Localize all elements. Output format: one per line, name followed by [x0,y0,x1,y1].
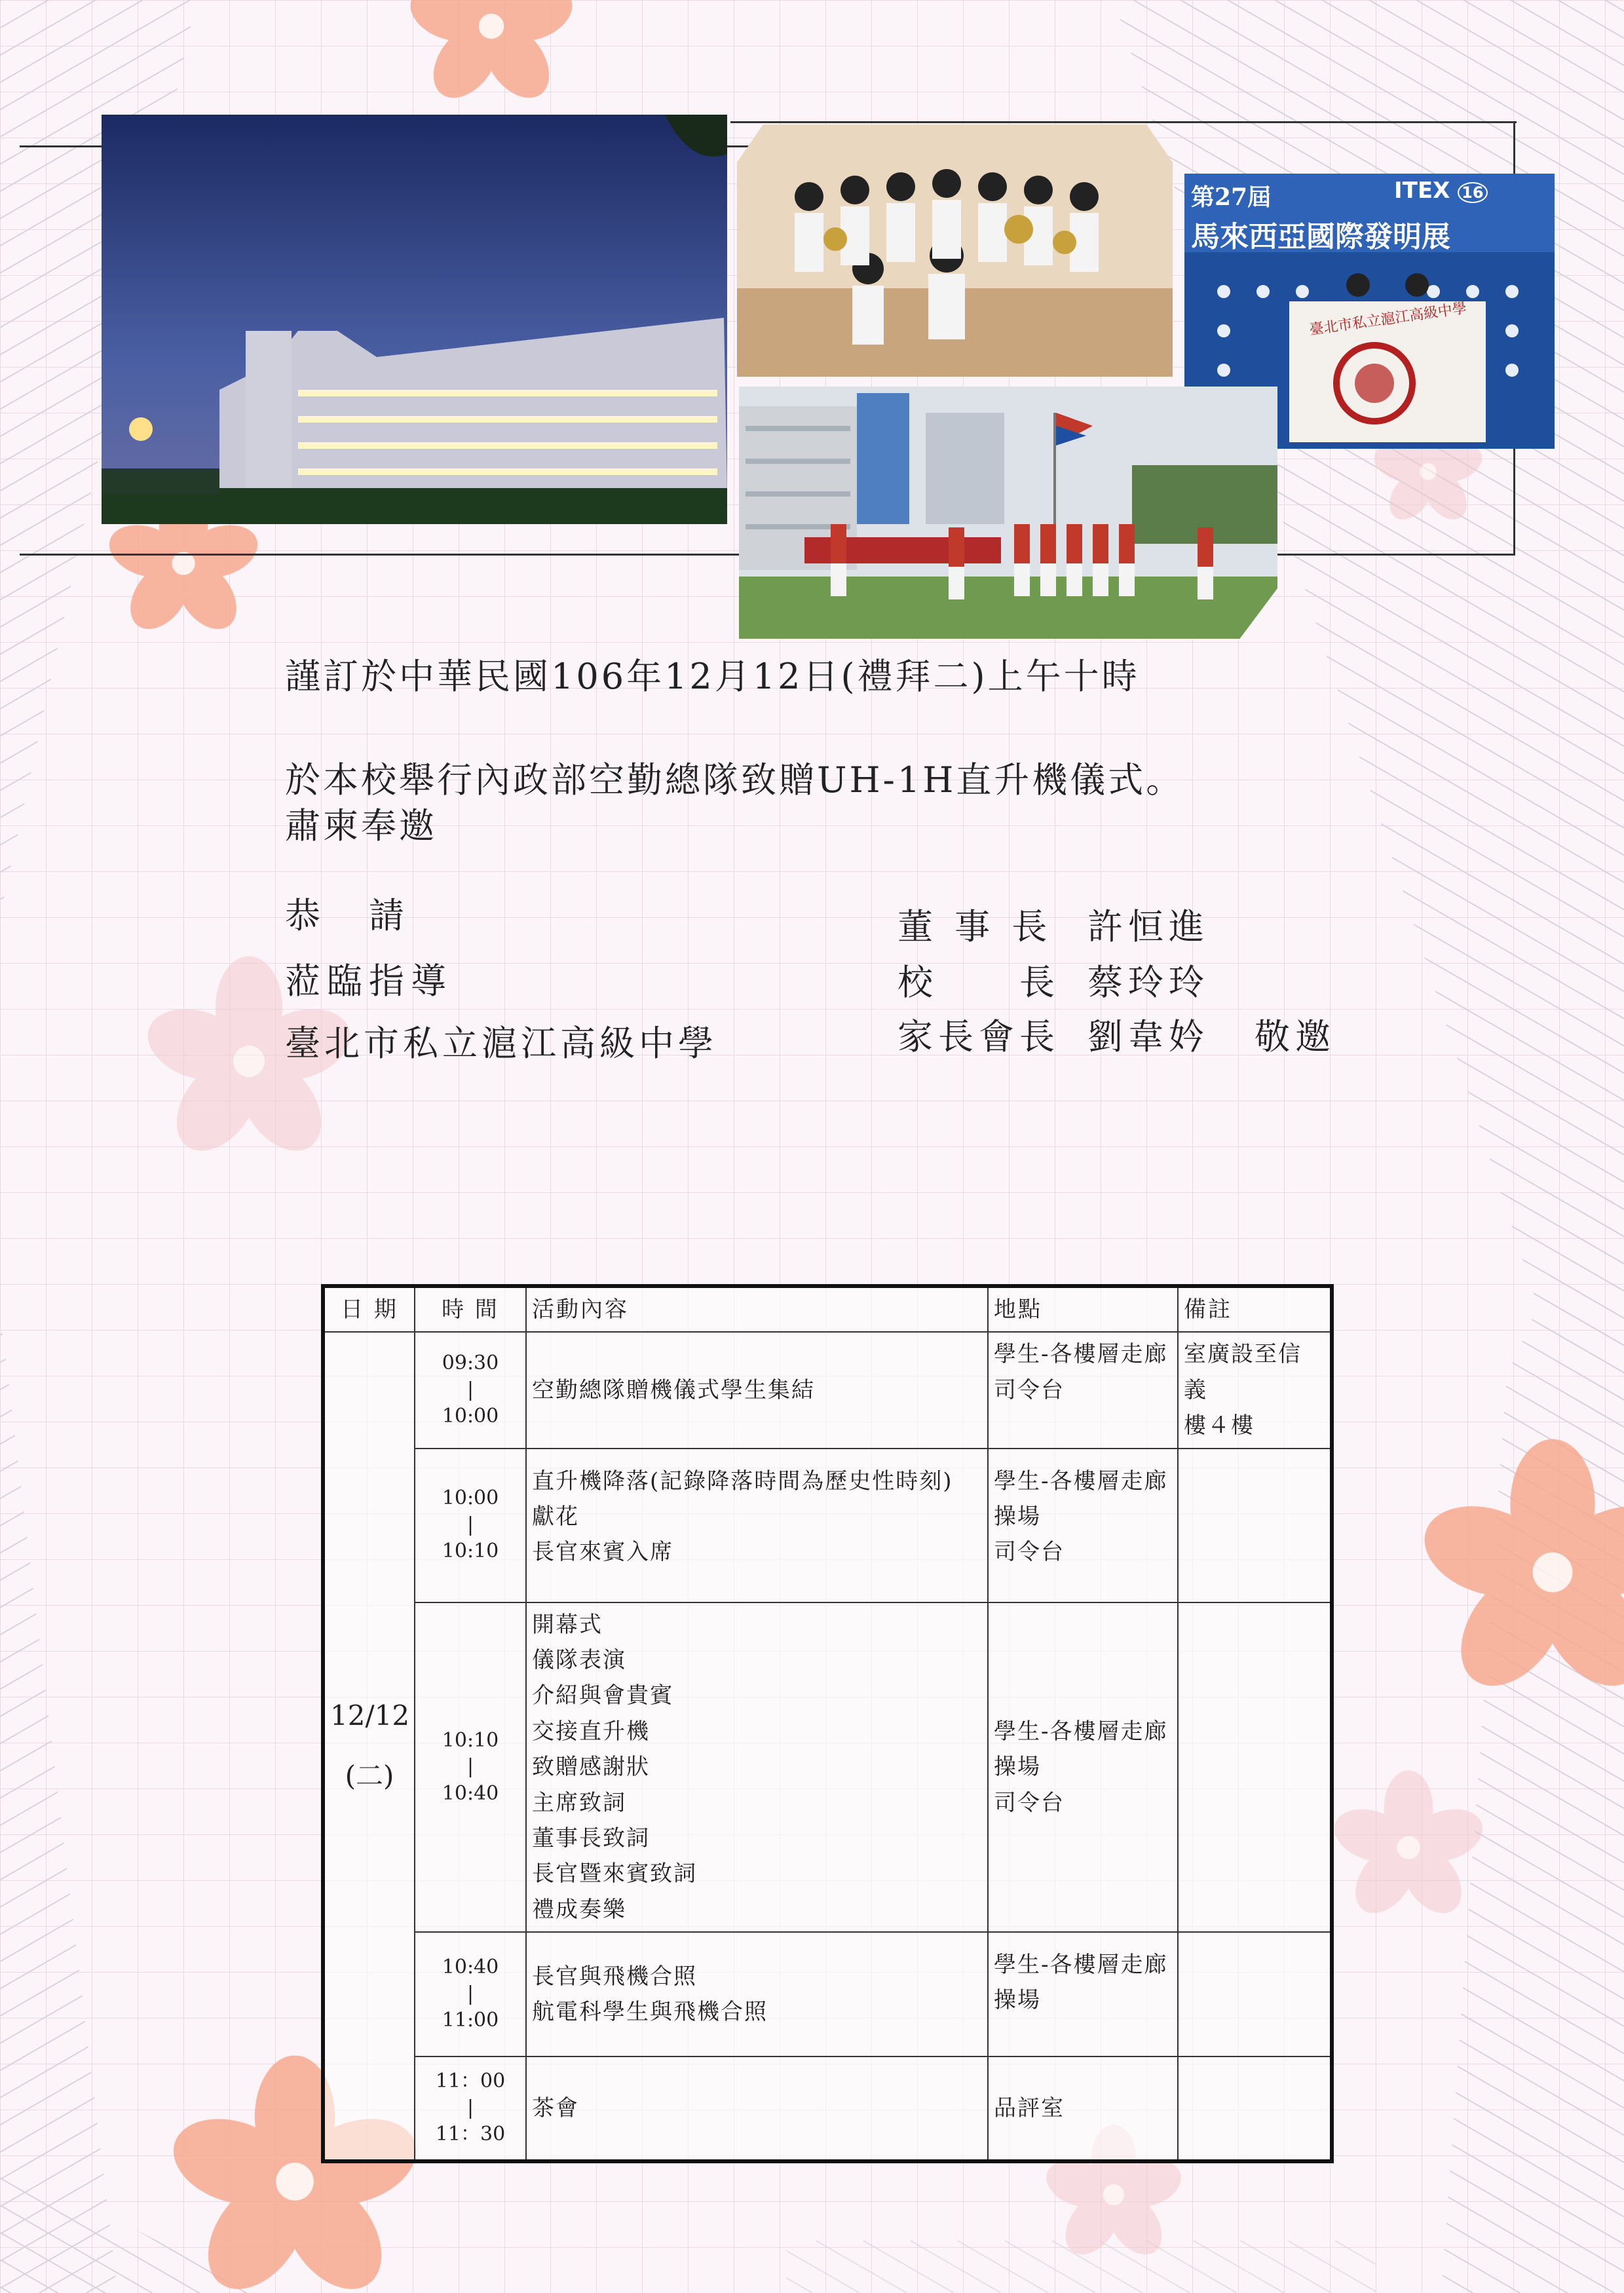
date-value: 12/12 [330,1699,410,1732]
pta-chair-name: 劉韋妗 [1087,1016,1209,1057]
school-name: 臺北市私立滬江高級中學 [285,1023,717,1064]
location-item: 操場 [994,1503,1041,1530]
activity-item: 儀隊表演 [532,1646,626,1673]
itex-logo-number: 16 [1458,182,1487,203]
activity-item: 主席致詞 [532,1789,626,1816]
band-students-photo [737,124,1173,377]
location-cell [988,1932,1178,2056]
activity-item: 長官與飛機合照 [532,1963,697,1990]
activity-item: 空勤總隊贈機儀式學生集結 [532,1376,815,1403]
time-start: 10:10 [442,1728,499,1752]
activity-item: 茶會 [532,2094,579,2121]
activity-item: 交接直升機 [532,1718,650,1745]
activity-item: 致贈感謝狀 [532,1754,650,1781]
table-row [323,1932,1332,2056]
campus-night-photo [102,115,727,524]
header-activity: 活動內容 [526,1286,988,1332]
location-item: 學生-各樓層走廊 [994,1341,1168,1368]
time-separator: | [466,2096,474,2119]
activity-item: 董事長致詞 [532,1825,650,1851]
activity-cell [526,1932,988,2056]
location-item: 品評室 [994,2094,1065,2121]
location-item: 司令台 [994,1789,1065,1816]
activity-cell [526,1602,988,1933]
location-item: 學生-各樓層走廊 [994,1468,1168,1494]
time-cell [415,1332,526,1448]
time-start: 11：00 [435,2070,506,2093]
header-notes: 備註 [1178,1286,1332,1332]
time-end: 10:40 [442,1781,499,1805]
location-item: 司令台 [994,1376,1065,1403]
location-item: 操場 [994,1987,1041,2014]
time-cell [415,1602,526,1933]
chairman-name: 許恒進 [1087,906,1209,947]
date-cell [323,1332,415,2161]
frame-line-top-right [730,121,1517,123]
activity-item: 航電科學生與飛機合照 [532,1999,768,2026]
activity-cell [526,2056,988,2161]
time-cell [415,2056,526,2161]
note-item: 室廣設至信義 [1184,1341,1302,1403]
school-flag-text: 臺北市私立滬江高級中學 [1308,300,1468,339]
time-separator: | [466,1982,474,2005]
activity-item: 開幕式 [532,1611,603,1638]
itex-banner-title: 馬來西亞國際發明展 [1191,220,1450,254]
table-row [323,1602,1332,1933]
activity-item: 長官來賓入席 [532,1539,673,1566]
weekday-value: (二) [345,1760,394,1792]
activity-item: 獻花 [532,1503,579,1530]
itex-banner-edition: 第27屆 [1191,183,1272,211]
invitation-event-line: 於本校舉行內政部空勤總隊致贈UH-1H直升機儀式。 [285,759,1184,801]
table-row [323,1449,1332,1602]
location-cell [988,1449,1178,1602]
schedule-table [321,1284,1334,2163]
invitation-date-line: 謹訂於中華民國106年12月12日(禮拜二)上午十時 [285,656,1140,697]
notes-cell [1178,1932,1332,2056]
time-cell [415,1932,526,2056]
notes-cell [1178,1449,1332,1602]
time-end: 10:00 [442,1405,499,1428]
schedule-header-row [323,1286,1332,1332]
table-row [323,2056,1332,2161]
table-row [323,1332,1332,1448]
activity-item: 直升機降落(記錄降落時間為歷史性時刻) [532,1468,953,1494]
principal-title: 校 長 [897,962,1060,1003]
header-date: 日 期 [323,1286,415,1332]
marching-band-photo [739,387,1277,639]
time-separator: | [466,1378,474,1401]
location-item: 司令台 [994,1539,1065,1566]
header-time: 時 間 [415,1286,526,1332]
location-item: 操場 [994,1754,1041,1781]
invitation-closing-line: 肅柬奉邀 [285,805,437,846]
time-start: 10:40 [442,1956,499,1979]
activity-item: 介紹與會貴賓 [532,1682,673,1709]
location-item: 學生-各樓層走廊 [994,1952,1168,1979]
notes-cell [1178,2056,1332,2161]
activity-cell [526,1449,988,1602]
header-location: 地點 [988,1286,1178,1332]
location-cell [988,2056,1178,2161]
location-cell [988,1332,1178,1448]
respectfully-invite: 恭 請 [285,895,411,936]
time-start: 10:00 [442,1487,499,1510]
invitation-sign-off: 敬邀 [1255,1016,1336,1057]
note-item: 樓４樓 [1184,1412,1255,1439]
activity-cell [526,1332,988,1448]
principal-name: 蔡玲玲 [1087,962,1209,1003]
activity-item: 禮成奏樂 [532,1896,626,1923]
pta-chair-title: 家長會長 [897,1016,1060,1057]
location-cell [988,1602,1178,1933]
notes-cell [1178,1332,1332,1448]
time-cell [415,1449,526,1602]
activity-item: 長官暨來賓致詞 [532,1861,697,1887]
itex-logo [1394,178,1488,204]
please-attend: 蒞臨指導 [285,960,453,1002]
location-item: 學生-各樓層走廊 [994,1718,1168,1745]
time-end: 10:10 [442,1540,499,1563]
time-separator: | [466,1513,474,1536]
time-end: 11：30 [435,2123,506,2146]
time-start: 09:30 [442,1352,499,1375]
itex-logo-text: ITEX [1394,178,1450,204]
time-end: 11:00 [442,2009,499,2032]
time-separator: | [466,1755,474,1779]
chairman-title: 董 事 長 [897,906,1053,947]
notes-cell [1178,1602,1332,1933]
